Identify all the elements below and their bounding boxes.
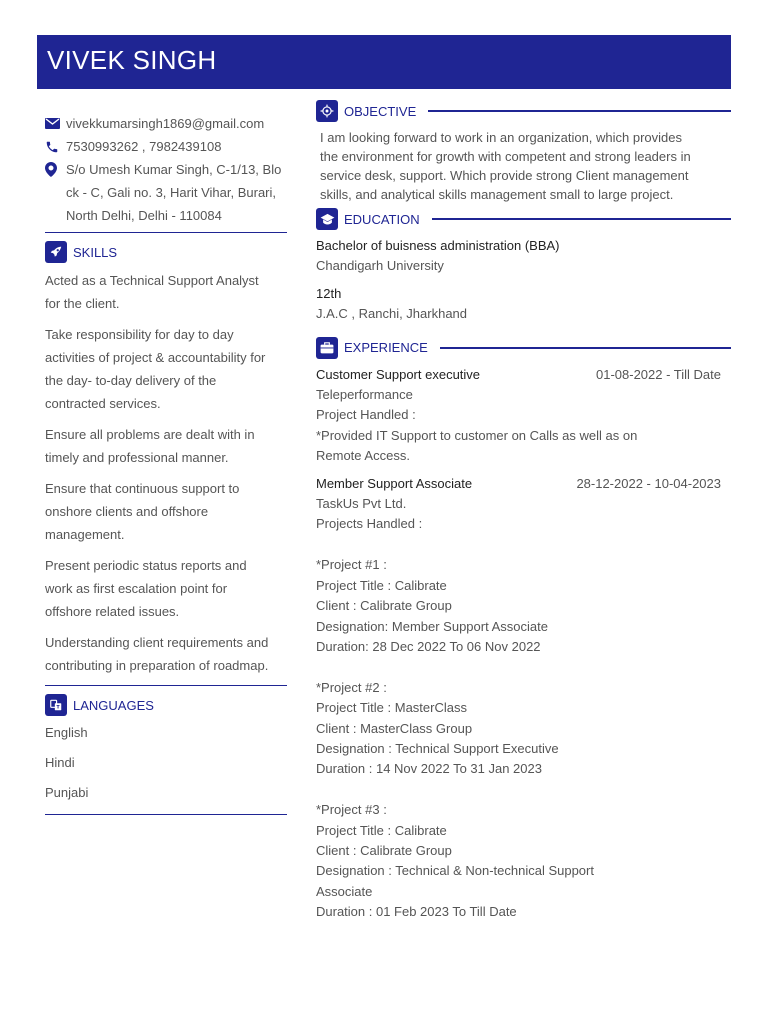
job-line: *Project #1 : <box>316 557 387 573</box>
job-role: Member Support Associate <box>316 475 473 491</box>
skill-line: Understanding client requirements and <box>45 635 269 650</box>
objective-line: I am looking forward to work in an organization, which provides <box>320 130 683 145</box>
skill-line: contributing in preparation of roadmap. <box>45 658 269 673</box>
job-line: Project Title : Calibrate <box>316 822 447 838</box>
job-line <box>316 657 731 677</box>
language-item: Punjabi <box>45 785 89 800</box>
skill-line: the day- to-day delivery of the <box>45 373 217 388</box>
candidate-name: VIVEK SINGH <box>47 45 217 75</box>
objective-line: skills, and analytical skills management small to large project. <box>320 187 674 202</box>
skill-line: offshore related issues. <box>45 604 180 619</box>
objective-text <box>316 128 731 204</box>
address-text <box>66 158 281 227</box>
languages-list <box>45 721 287 804</box>
job-line: Client : MasterClass Group <box>316 720 473 736</box>
phone-text: 7530993262 , 7982439108 <box>66 139 222 154</box>
skill-line: onshore clients and offshore <box>45 504 209 519</box>
skill-item <box>45 477 287 546</box>
phone-icon <box>45 135 61 158</box>
section-rule <box>432 218 731 220</box>
section-rule <box>428 110 731 112</box>
left-column <box>45 112 287 815</box>
job-line: Designation: Member Support Associate <box>316 618 548 634</box>
contact-email <box>45 112 287 135</box>
experience-title: EXPERIENCE <box>344 340 428 356</box>
briefcase-icon <box>316 337 338 359</box>
header-banner <box>37 35 731 89</box>
education-title: EDUCATION <box>344 211 420 227</box>
job-line: Duration: 28 Dec 2022 To 06 Nov 2022 <box>316 638 541 654</box>
email-text: vivekkumarsingh1869@gmail.com <box>66 116 265 131</box>
location-pin-icon <box>45 158 61 181</box>
job-line: Project Title : Calibrate <box>316 577 447 593</box>
divider <box>45 232 287 233</box>
right-column <box>316 100 731 923</box>
skill-line: Acted as a Technical Support Analyst <box>45 273 259 288</box>
job-line: Duration : 01 Feb 2023 To Till Date <box>316 904 517 920</box>
job-line <box>316 780 731 800</box>
job-line: Projects Handled : <box>316 516 423 532</box>
objective-line: service desk, support. Which provide strong Client management <box>320 168 689 183</box>
language-item: English <box>45 725 88 740</box>
skill-line: timely and professional manner. <box>45 450 229 465</box>
address-line: ck - C, Gali no. 3, Harit Vihar, Burari, <box>66 185 276 200</box>
job-role: Customer Support executive <box>316 366 481 382</box>
job-entry <box>316 474 731 923</box>
skill-item <box>45 323 287 415</box>
job-line: Designation : Technical Support Executive <box>316 740 559 756</box>
school: J.A.C , Ranchi, Jharkhand <box>316 306 468 322</box>
education-list <box>316 236 731 325</box>
skill-line: Ensure all problems are dealt with in <box>45 427 255 442</box>
skill-line: Present periodic status reports and <box>45 558 247 573</box>
skill-line: Take responsibility for day to day <box>45 327 234 342</box>
job-line: *Project #3 : <box>316 802 387 818</box>
job-entry <box>316 365 731 467</box>
divider <box>45 814 287 815</box>
job-line: Associate <box>316 883 373 899</box>
objective-heading <box>316 100 731 122</box>
job-line: Remote Access. <box>316 448 410 464</box>
job-header <box>316 474 731 494</box>
translate-icon <box>45 694 67 716</box>
job-line: Teleperformance <box>316 387 413 403</box>
target-icon <box>316 100 338 122</box>
skills-heading <box>45 241 287 263</box>
contact-phone <box>45 135 287 158</box>
job-line: Client : Calibrate Group <box>316 598 452 614</box>
job-line: TaskUs Pvt Ltd. <box>316 496 407 512</box>
email-icon <box>45 112 61 135</box>
languages-heading <box>45 694 287 716</box>
degree: Bachelor of buisness administration (BBA) <box>316 238 560 253</box>
skill-item <box>45 631 287 677</box>
language-item: Hindi <box>45 755 75 770</box>
objective-title: OBJECTIVE <box>344 103 417 119</box>
degree: 12th <box>316 285 342 301</box>
graduation-cap-icon <box>316 208 338 230</box>
job-line <box>316 535 731 555</box>
skill-item <box>45 554 287 623</box>
skill-line: contracted services. <box>45 396 161 411</box>
address-line: North Delhi, Delhi - 110084 <box>66 208 222 223</box>
job-line: Project Handled : <box>316 407 416 423</box>
job-dates: 28-12-2022 - 10-04-2023 <box>576 475 721 491</box>
job-line: Client : Calibrate Group <box>316 842 452 858</box>
job-header <box>316 365 731 385</box>
contact-address <box>45 158 287 227</box>
experience-heading <box>316 337 731 359</box>
skills-title: SKILLS <box>73 244 118 260</box>
job-line: *Provided IT Support to customer on Calls as well as on <box>316 427 638 443</box>
objective-line: the environment for growth with competent and strong leaders in <box>320 149 691 164</box>
skill-item <box>45 423 287 469</box>
job-dates: 01-08-2022 - Till Date <box>595 366 721 382</box>
skill-line: for the client. <box>45 296 120 311</box>
languages-title: LANGUAGES <box>73 697 154 713</box>
section-rule <box>440 347 731 349</box>
divider <box>45 685 287 686</box>
address-line: S/o Umesh Kumar Singh, C-1/13, Blo <box>66 162 282 177</box>
job-line: Designation : Technical & Non-technical Support <box>316 863 594 879</box>
education-heading <box>316 208 731 230</box>
skill-line: work as first escalation point for <box>45 581 228 596</box>
school: Chandigarh University <box>316 258 444 274</box>
skills-list <box>45 269 287 677</box>
skill-line: Ensure that continuous support to <box>45 481 240 496</box>
job-line: *Project #2 : <box>316 679 387 695</box>
job-line: Duration : 14 Nov 2022 To 31 Jan 2023 <box>316 761 542 777</box>
skill-line: activities of project & accountability for <box>45 350 266 365</box>
skill-line: management. <box>45 527 125 542</box>
rocket-icon <box>45 241 67 263</box>
job-line: Project Title : MasterClass <box>316 700 467 716</box>
skill-item <box>45 269 287 315</box>
